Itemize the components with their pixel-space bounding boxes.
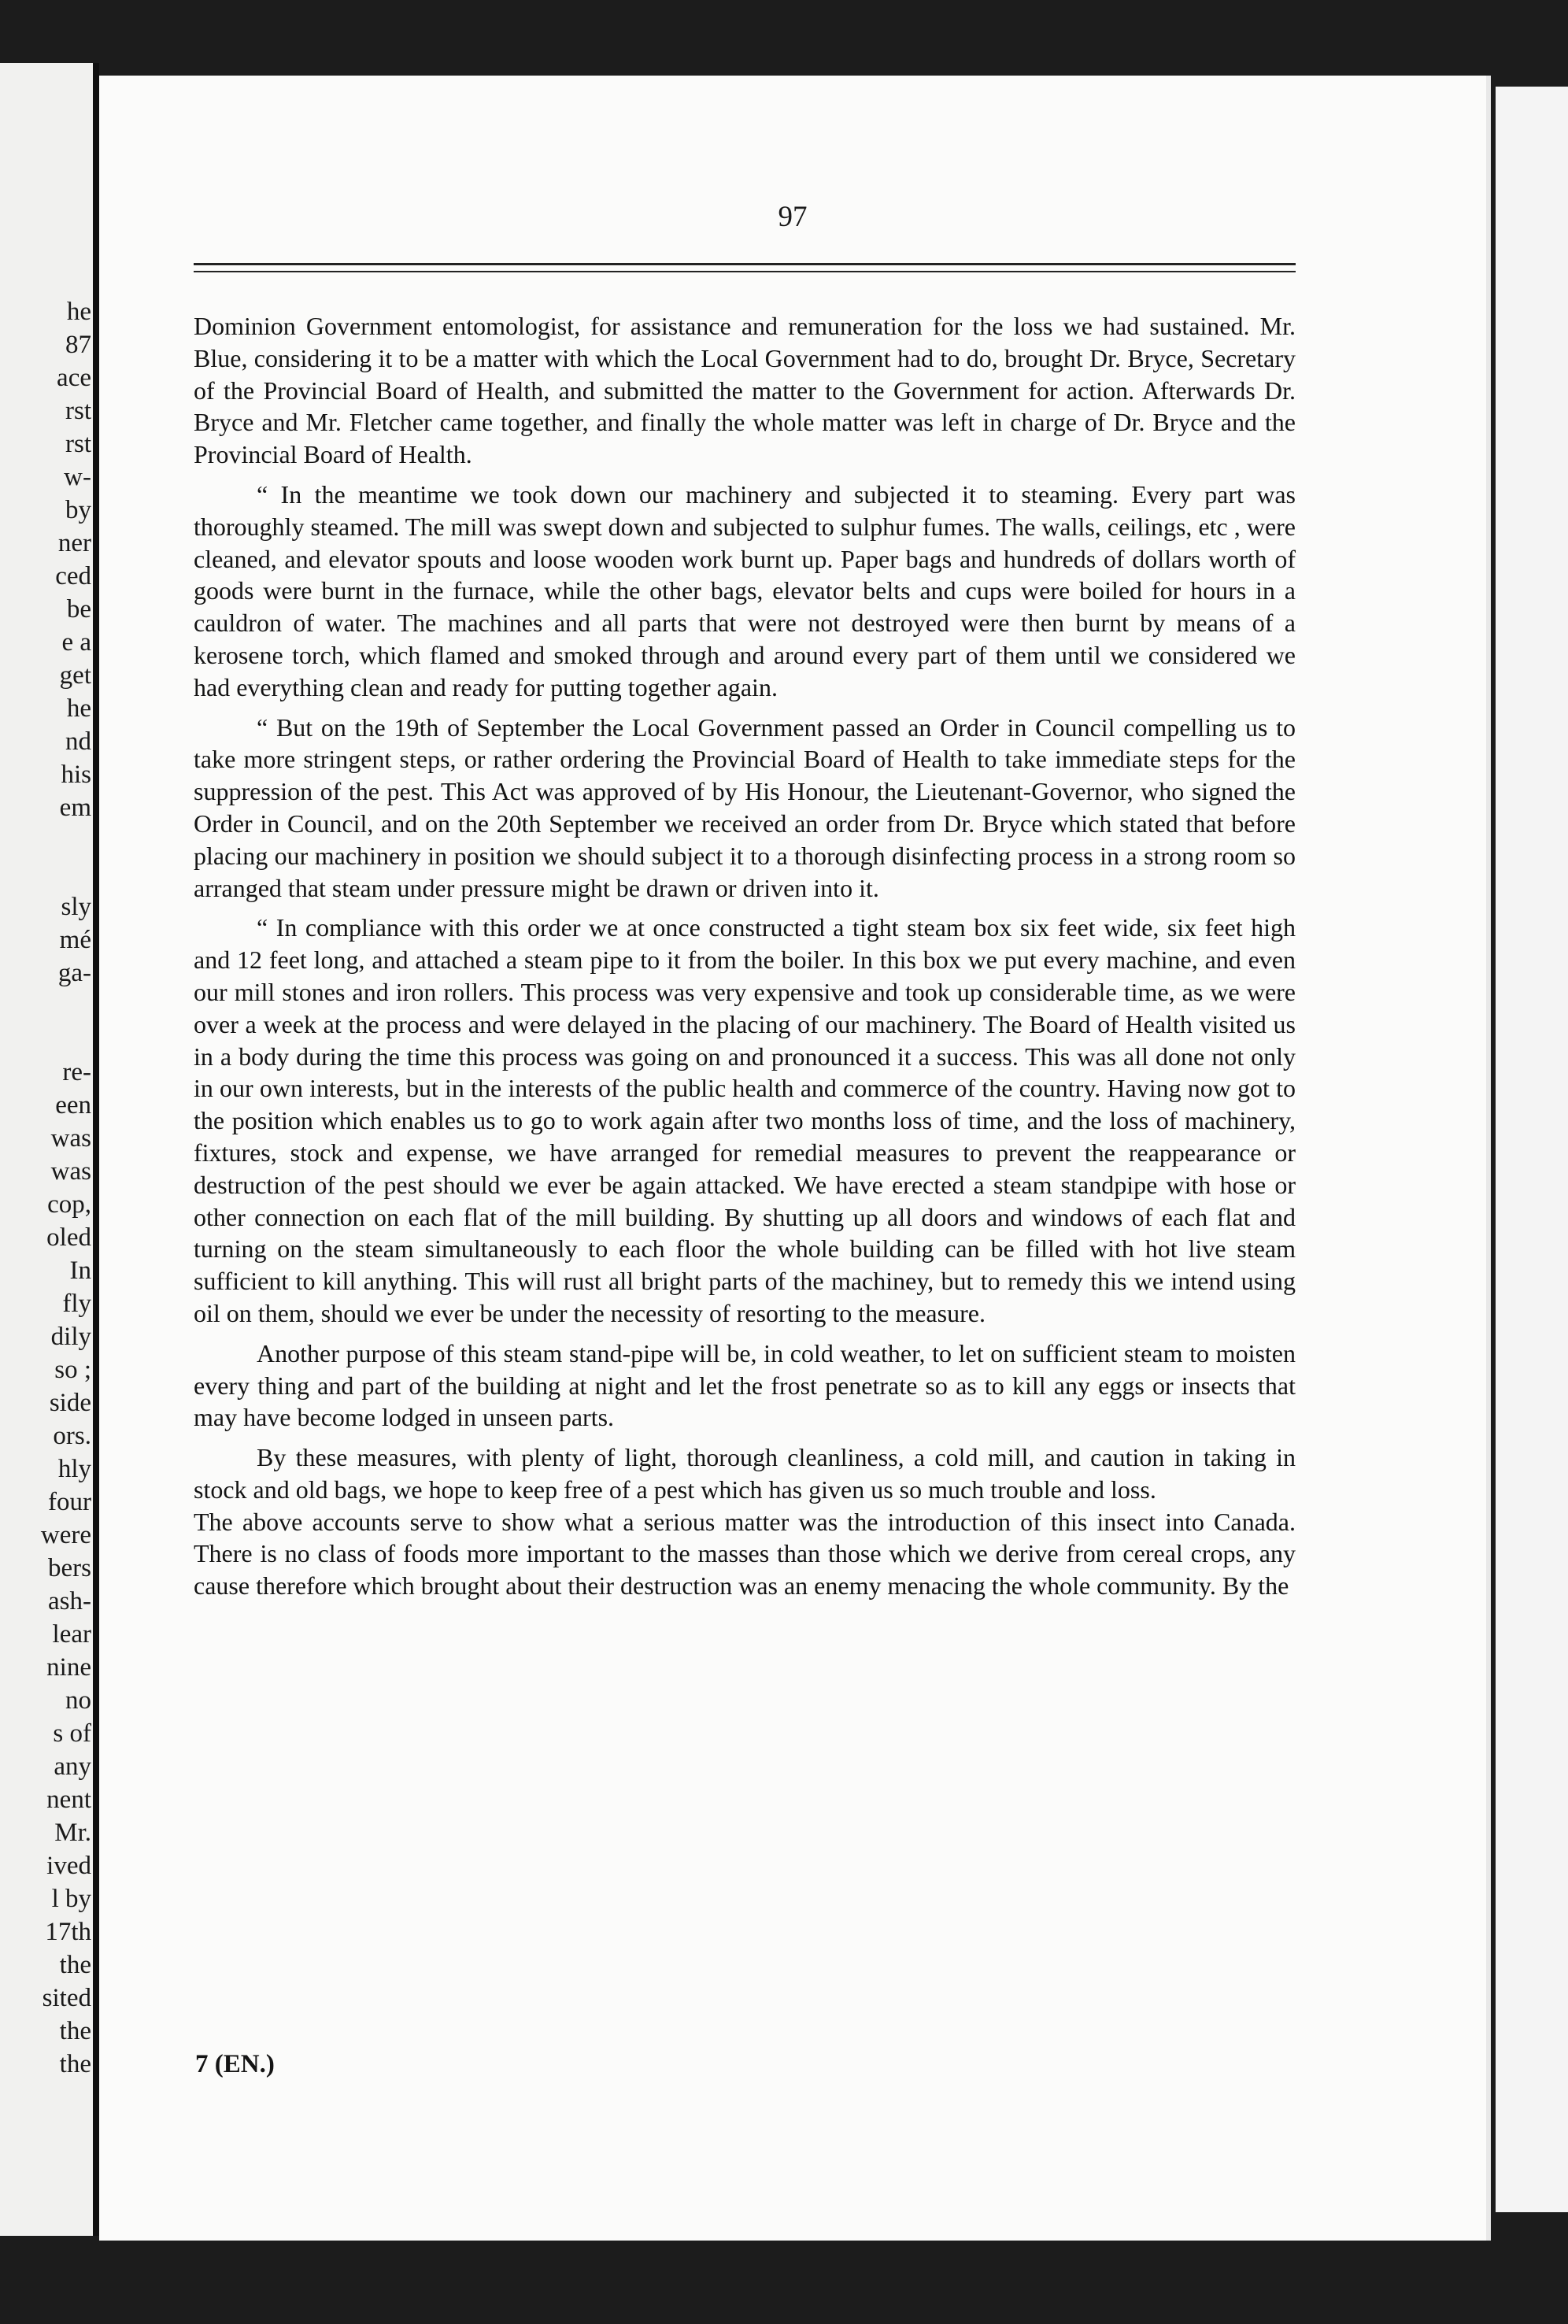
adjacent-page-fragment: sly xyxy=(61,893,91,921)
document-page xyxy=(99,76,1486,2241)
adjacent-page-fragment: no xyxy=(65,1686,91,1715)
adjacent-page-fragment: so ; xyxy=(54,1356,91,1384)
adjacent-page-fragment: four xyxy=(48,1488,91,1516)
adjacent-page-fragment: ner xyxy=(57,529,91,557)
adjacent-page-fragment: ors. xyxy=(53,1422,91,1450)
adjacent-page-fragment: bers xyxy=(48,1554,91,1582)
adjacent-page xyxy=(0,63,93,2236)
paragraph: The above accounts serve to show what a serious matter was the introduction of this insect into Canada. There is no class of foods more important to the masses than those which we derive from cereal crops, any cause therefore which brought about their destruction was an enemy menacing the whole community. By the xyxy=(194,1507,1296,1601)
adjacent-page-fragment: mé xyxy=(59,926,91,954)
adjacent-page-fragment: re- xyxy=(62,1058,91,1086)
paragraph: Another purpose of this steam stand-pipe will be, in cold weather, to let on sufficient steam to moisten every thing and part of the building at night and let the frost penetrate so as to kill any eggs or insects that may have become lodged in unseen parts. xyxy=(194,1338,1296,1432)
adjacent-page-fragment: 17th xyxy=(45,1918,91,1946)
adjacent-page-fragment: ga- xyxy=(57,959,91,987)
page-edge xyxy=(1496,87,1568,2212)
body-text xyxy=(194,310,1296,1610)
adjacent-page-fragment: side xyxy=(49,1389,91,1417)
paragraph: “ But on the 19th of September the Local Government passed an Order in Council compelling us to take more stringent steps, or rather ordering the Provincial Board of Health to take immediate steps for the suppression of the pest. This Act was approved of by His Honour, the Lieutenant-Governor, who signed the Order in Council, and on the 20th September we received an order from Dr. Bryce which stated that before placing our machinery in position we should subject it to a thorough disinfecting process in a strong room so arranged that steam under pressure might be drawn or driven into it. xyxy=(194,712,1296,902)
adjacent-page-fragment: In xyxy=(69,1256,91,1285)
adjacent-page-fragment: was xyxy=(50,1124,91,1153)
adjacent-page-fragment: e a xyxy=(61,628,91,657)
page-number: 97 xyxy=(778,201,808,233)
adjacent-page-fragment: by xyxy=(65,496,91,524)
adjacent-page-fragment: een xyxy=(55,1091,91,1119)
adjacent-page-fragment: fly xyxy=(62,1290,91,1318)
adjacent-page-fragment: nine xyxy=(46,1653,91,1682)
adjacent-page-fragment: l by xyxy=(51,1885,91,1913)
adjacent-page-fragment: 87 xyxy=(65,331,91,359)
header-rule xyxy=(194,263,1296,265)
adjacent-page-fragment: the xyxy=(59,2050,91,2078)
adjacent-page-fragment: his xyxy=(61,760,91,789)
adjacent-page-fragment: the xyxy=(59,2017,91,2045)
adjacent-page-fragment: rst xyxy=(65,397,91,425)
adjacent-page-fragment: ash- xyxy=(48,1587,91,1615)
adjacent-page-fragment: were xyxy=(40,1521,91,1549)
adjacent-page-fragment: get xyxy=(59,661,91,690)
adjacent-page-fragment: lear xyxy=(52,1620,91,1649)
adjacent-page-fragment: ced xyxy=(55,562,91,590)
adjacent-page-fragment: any xyxy=(54,1752,91,1781)
adjacent-page-fragment: rst xyxy=(65,430,91,458)
adjacent-page-fragment: s of xyxy=(53,1719,91,1748)
adjacent-page-fragment: dily xyxy=(50,1323,91,1351)
paragraph: Dominion Government entomologist, for assistance and remuneration for the loss we had sustained. Mr. Blue, considering it to be a matter with which the Local Government had to do, brought Dr. Bryce, Secretary of the Provincial Board of Health, and submitted the matter to the Government for action. Afterwards Dr. Bryce and Mr. Fletcher came together, and finally the whole matter was left in charge of Dr. Bryce and the Provincial Board of Health. xyxy=(194,312,1296,469)
paragraph: “ In the meantime we took down our machinery and subjected it to steaming. Every part was thoroughly steamed. The mill was swept down and subjected to sulphur fumes. The walls, ceilings, etc , were cleaned, and elevator spouts and loose wooden work burnt up. Paper bags and hundreds of dollars worth of goods were burnt in the furnace, while the other bags, elevator belts and cups were boiled for hours in a cauldron of water. The machines and all parts that were not destroyed were then burnt by means of a kerosene torch, which flamed and smoked through and around every part of them until we considered we had everything clean and ready for putting together again. xyxy=(194,479,1296,701)
adjacent-page-fragment: cop, xyxy=(47,1190,91,1219)
adjacent-page-fragment: be xyxy=(66,595,91,624)
paragraph: By these measures, with plenty of light, thorough cleanliness, a cold mill, and caution in taking in stock and old bags, we hope to keep free of a pest which has given us so much trouble and loss. xyxy=(194,1443,1296,1504)
adjacent-page-fragment: nd xyxy=(65,727,91,756)
adjacent-page-fragment: oled xyxy=(46,1223,91,1252)
adjacent-page-fragment: em xyxy=(59,794,91,822)
adjacent-page-fragment: was xyxy=(50,1157,91,1186)
adjacent-page-fragment: ace xyxy=(57,364,91,392)
adjacent-page-fragment: he xyxy=(66,298,91,326)
header-rule-thin xyxy=(194,271,1296,272)
adjacent-page-fragment: nent xyxy=(46,1786,91,1814)
adjacent-page-fragment: sited xyxy=(42,1984,91,2012)
book-gutter xyxy=(93,63,99,2236)
adjacent-page-fragment: the xyxy=(59,1951,91,1979)
printer-signature: 7 (EN.) xyxy=(195,2050,275,2078)
adjacent-page-fragment: w- xyxy=(64,463,91,491)
adjacent-page-fragment: hly xyxy=(57,1455,91,1483)
adjacent-page-fragment: Mr. xyxy=(54,1819,91,1847)
paragraph: “ In compliance with this order we at once constructed a tight steam box six feet wide, six feet high and 12 feet long, and attached a steam pipe to it from the boiler. In this box we put every machine, and even our mill stones and iron rollers. This process was very expensive and took up considerable time, as we were over a week at the process and were delayed in the placing of our machinery. The Board of Health visited us in a body during the time this process was going on and pronounced it a success. This was all done not only in our own interests, but in the interests of the public health and commerce of the country. Having now got to the position which enables us to go to work again after two months loss of time, and the loss of machinery, fixtures, stock and expense, we have arranged for remedial measures to prevent the reappearance or destruction of the pest should we ever be again attacked. We have erected a steam standpipe with hose or other connection on each flat of the mill building. By shutting up all doors and windows of each flat and turning on the steam simultaneously to each floor the whole building can be filled with hot live steam sufficient to kill anything. This will rust all bright parts of the machiney, but to remedy this we intend using oil on them, should we ever be under the necessity of resorting to the measure. xyxy=(194,913,1296,1327)
adjacent-page-fragment: he xyxy=(66,694,91,723)
adjacent-page-fragment: ived xyxy=(46,1852,91,1880)
